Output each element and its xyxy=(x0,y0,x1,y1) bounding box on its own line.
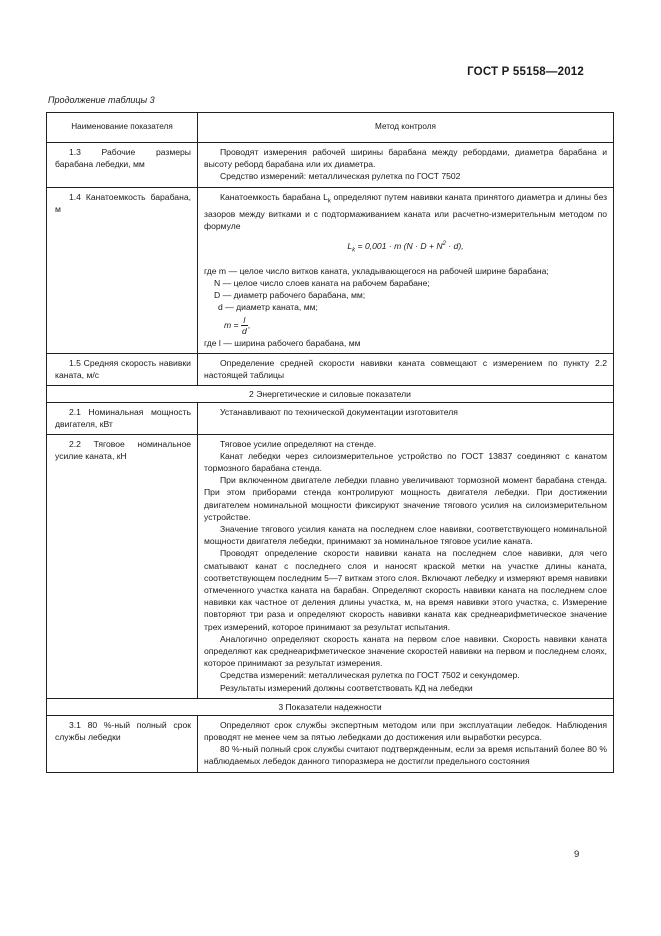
method-paragraph: Средства измерений: металлическая рулетка по ГОСТ 7502 и секундомер. xyxy=(220,670,520,681)
method-cell xyxy=(198,187,614,353)
where-clause: где l — ширина рабочего барабана, мм xyxy=(204,337,361,348)
formula-superscript: 2 xyxy=(442,240,446,247)
method-cell xyxy=(198,143,614,188)
indicator-name xyxy=(47,143,198,188)
method-cell xyxy=(198,403,614,434)
formula-subscript: k xyxy=(352,247,356,254)
indicator-text: 1.3 Рабочие размеры барабана лебедки, мм xyxy=(55,147,191,170)
indicator-text: 1.5 Средняя скорость навивки каната, м/с xyxy=(55,357,191,380)
table-row xyxy=(47,715,614,772)
method-paragraph: Проводят определение скорости навивки каната на последнем слое навивки, для чего сматывают канат с последнего слоя и наносят краской метки на участке длины каната, соответствующем последним 5—7 виткам этого слоя. Включают лебедку и измеряют время навивки отмеченного участка каната на барабан. Определяют скорость навивки каната на последнем слое навивки как частное от деления длины участка, м, на время навивки этого участка, с. Измерение повторяют три раза и определяют скорость навивки каната как среднеарифметическое значение трех измерений, которое принимают за результат испытания. xyxy=(204,548,607,632)
table-row xyxy=(47,187,614,353)
method-paragraph: Проводят измерения рабочей ширины барабана между ребордами, диаметра барабана и высоту реборд барабана или их диаметра. xyxy=(204,147,607,170)
indicator-text: 1.4 Канатоемкость барабана, м xyxy=(55,191,191,214)
page-number: 9 xyxy=(574,849,580,860)
table-caption: Продолжение таблицы 3 xyxy=(48,95,155,105)
where-clause: d — диаметр каната, мм; xyxy=(218,302,318,313)
formula-part: m = xyxy=(224,319,239,330)
method-paragraph: 80 %-ный полный срок службы считают подтвержденным, если за время испытаний более 80 % наблюдаемых лебедок данного типоразмера не достигли предельного состояния xyxy=(204,744,607,767)
fraction xyxy=(241,314,251,336)
indicator-name xyxy=(47,353,198,385)
method-paragraph xyxy=(204,191,607,232)
column-header-indicator: Наименование показателя xyxy=(47,113,198,143)
section-title: 2 Энергетические и силовые показатели xyxy=(47,386,614,403)
table-row xyxy=(47,403,614,434)
method-paragraph: Определяют срок службы экспертным методом или при эксплуатации лебедок. Наблюдения проводят не менее чем за пятью лебедками до достижения или выработки ресурса. xyxy=(204,719,607,743)
method-paragraph: Аналогично определяют скорость каната на первом слое навивки. Скорость навивки каната определяют как среднеарифметическое значение скоростей навивки на первом и последнем слоях, которое принимают за результат измерения. xyxy=(204,633,607,669)
subscript: k xyxy=(327,198,331,205)
section-row xyxy=(47,386,614,403)
formula-part: L xyxy=(347,240,353,251)
formula-part: = 0,001 · m (N · D + N xyxy=(355,240,443,251)
method-paragraph: Значение тягового усилия каната на последнем слое навивки, соответствующего номинальной мощности двигателя лебедки, принимают за номинальное тяговое усилие каната. xyxy=(204,523,607,547)
section-row xyxy=(47,698,614,715)
formula-part: · d), xyxy=(445,240,464,251)
indicators-table xyxy=(46,112,614,773)
indicator-name xyxy=(47,434,198,698)
indicator-text: 2.2 Тяговое номинальное усилие каната, кН xyxy=(55,438,191,461)
section-title: 3 Показатели надежности xyxy=(47,698,614,715)
method-paragraph: Результаты измерений должны соответствовать КД на лебедки xyxy=(220,682,473,693)
method-paragraph: Устанавливают по технической документации изготовителя xyxy=(220,407,458,418)
method-paragraph: Канат лебедки через силоизмерительное устройство по ГОСТ 13837 соединяют с канатом тормозного барабана стенда. xyxy=(204,450,607,473)
method-cell xyxy=(198,715,614,772)
document-header: ГОСТ Р 55158—2012 xyxy=(467,66,584,78)
method-cell xyxy=(198,353,614,385)
indicator-name xyxy=(47,187,198,353)
column-header-method: Метод контроля xyxy=(198,113,614,143)
formula-part: , xyxy=(247,319,251,330)
where-clause: D — диаметр рабочего барабана, мм; xyxy=(214,290,366,301)
method-paragraph: Тяговое усилие определяют на стенде. xyxy=(220,438,377,449)
fraction-denominator: d xyxy=(241,325,247,336)
table-row xyxy=(47,434,614,698)
method-paragraph: Определение средней скорости навивки каната совмещают с измерением по пункту 2.2 настоящей таблицы xyxy=(204,357,607,380)
text-span: определяют путем навивки каната принятого диаметра и длины без зазоров между витками и с подтормаживанием каната или расчетно-измерительным методом по формуле xyxy=(204,191,608,231)
table-header-row xyxy=(47,113,614,143)
where-clause: N — целое число слоев каната на рабочем барабане; xyxy=(214,277,430,288)
text-span: Канатоемкость барабана L xyxy=(220,191,328,202)
indicator-text: 3.1 80 %-ный полный срок службы лебедки xyxy=(55,719,191,743)
indicator-text: 2.1 Номинальная мощность двигателя, кВт xyxy=(55,407,191,430)
where-clause: где m — целое число витков каната, укладывающегося на рабочей ширине барабана; xyxy=(204,265,549,276)
method-paragraph: Средство измерений: металлическая рулетка по ГОСТ 7502 xyxy=(220,171,461,182)
table-row xyxy=(47,353,614,385)
indicator-name xyxy=(47,403,198,434)
method-paragraph: При включенном двигателе лебедки плавно увеличивают тормозной момент барабана стенда. При этом приборами стенда контролируют мощность двигателя лебедки. При достижении двигателем номинальной мощности фиксируют значение тягового усилия на силоизмерительном устройстве. xyxy=(204,475,607,522)
formula xyxy=(204,238,607,257)
table-row xyxy=(47,143,614,188)
indicator-name xyxy=(47,715,198,772)
fraction-formula xyxy=(204,315,607,336)
fraction-numerator: l xyxy=(241,315,248,326)
method-cell xyxy=(198,434,614,698)
